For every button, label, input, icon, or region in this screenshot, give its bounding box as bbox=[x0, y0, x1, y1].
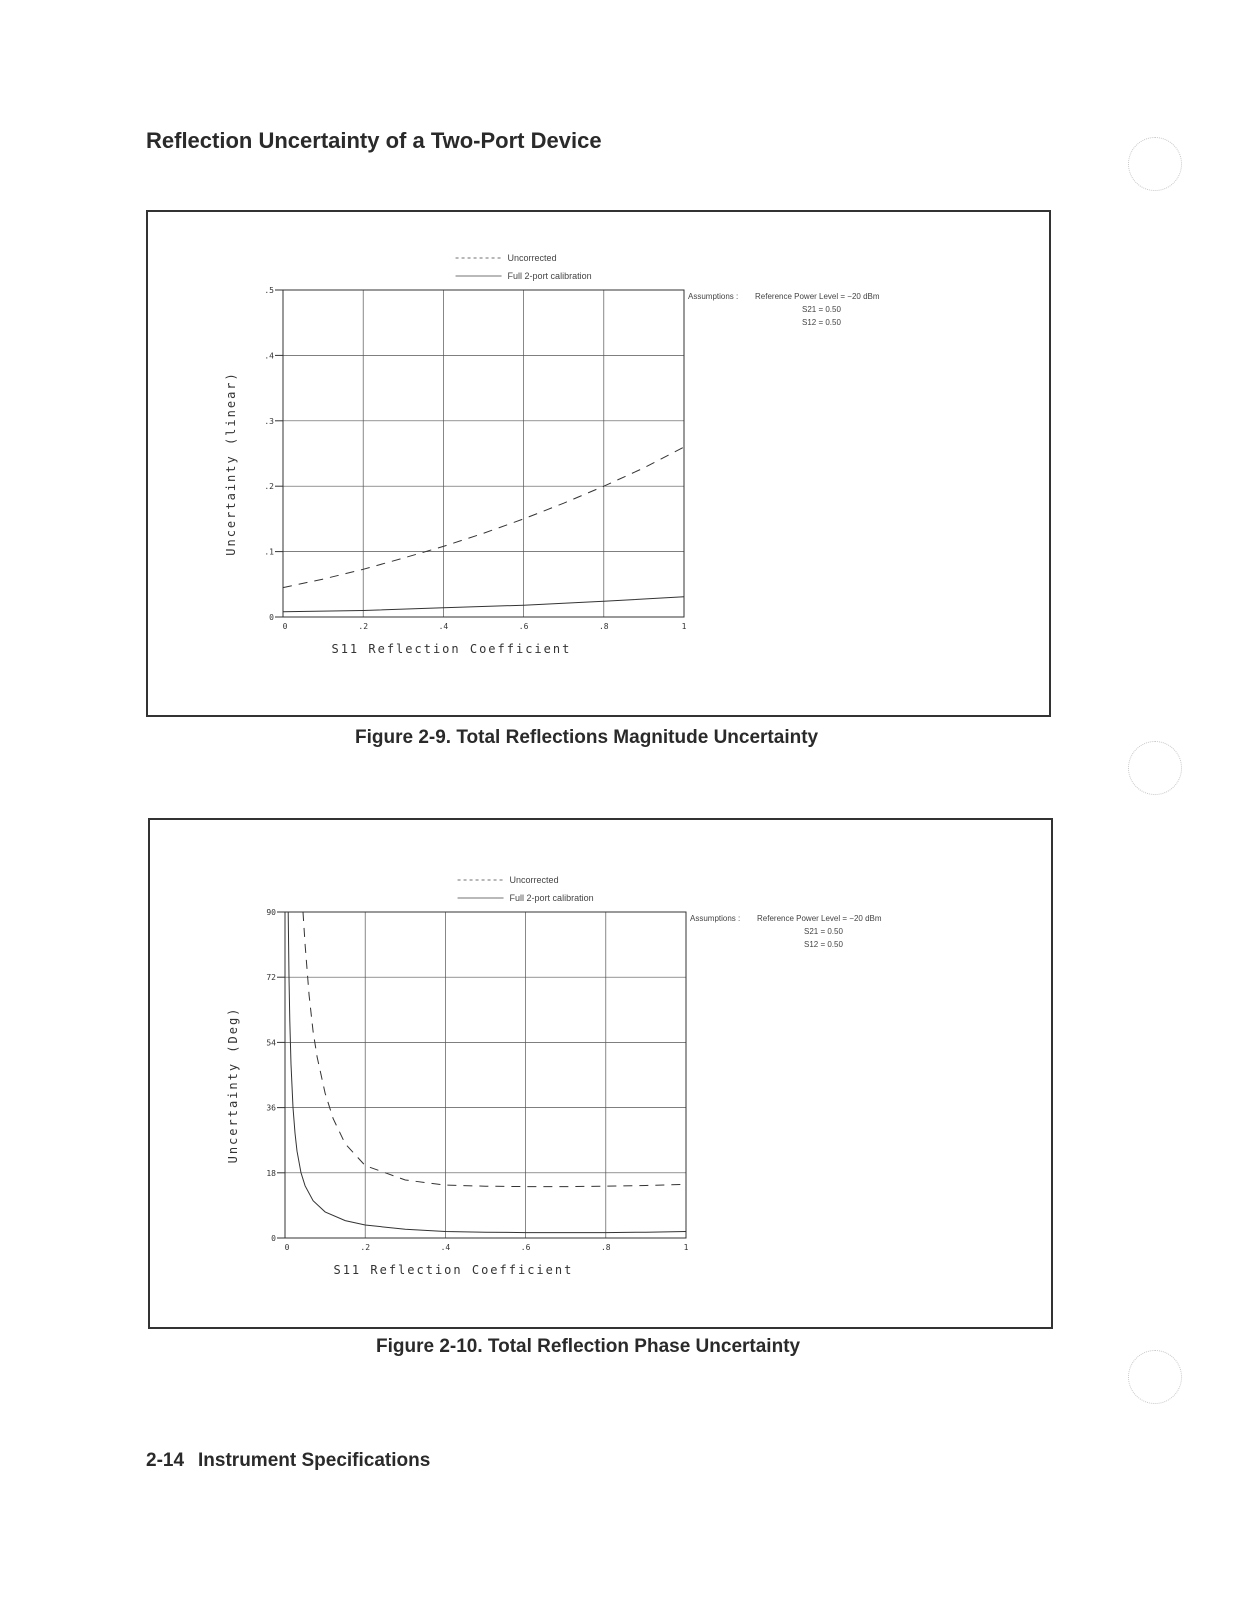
x-tick-label: 0 bbox=[282, 622, 288, 631]
phase-chart-svg bbox=[150, 820, 1051, 1327]
y-tick-label: .3 bbox=[264, 416, 274, 426]
x-tick-label: .8 bbox=[600, 1243, 611, 1252]
series-calibrated-line bbox=[283, 597, 684, 612]
x-axis-label: S11 Reflection Coefficient bbox=[333, 1263, 574, 1277]
page-number: 2-14 bbox=[146, 1450, 185, 1471]
x-tick-label: .2 bbox=[358, 622, 369, 631]
assumptions-label: Assumptions : bbox=[688, 292, 739, 301]
y-axis-label: Uncertainty (Deg) bbox=[226, 1006, 240, 1164]
assumptions-line: Reference Power Level = −20 dBm bbox=[757, 914, 882, 923]
legend-uncorrected-label: Uncorrected bbox=[509, 875, 559, 885]
assumptions-line: S21 = 0.50 bbox=[804, 927, 843, 936]
y-tick-label: 90 bbox=[266, 908, 276, 917]
x-tick-label: 1 bbox=[683, 1243, 689, 1252]
x-tick-label: .8 bbox=[598, 622, 609, 631]
series-uncorrected-line bbox=[283, 447, 684, 588]
binder-hole-icon bbox=[1128, 1350, 1182, 1404]
assumptions-line: S21 = 0.50 bbox=[802, 305, 841, 314]
assumptions-label: Assumptions : bbox=[690, 914, 741, 923]
y-tick-label: .2 bbox=[264, 482, 274, 492]
plot-frame bbox=[285, 912, 686, 1238]
x-tick-label: .2 bbox=[360, 1243, 371, 1252]
binder-hole-icon bbox=[1128, 741, 1182, 795]
legend-uncorrected-label: Uncorrected bbox=[507, 253, 557, 263]
y-tick-label: .5 bbox=[264, 286, 274, 295]
legend-calibrated-label: Full 2-port calibration bbox=[509, 893, 594, 903]
y-tick-label: .1 bbox=[264, 547, 274, 557]
footer-section-name: Instrument Specifications bbox=[198, 1450, 431, 1471]
section-title: Reflection Uncertainty of a Two-Port Device bbox=[146, 128, 602, 153]
y-tick-label: 0 bbox=[271, 1234, 276, 1243]
assumptions-line: Reference Power Level = −20 dBm bbox=[755, 292, 880, 301]
assumptions-line: S12 = 0.50 bbox=[804, 940, 843, 949]
figure-phase-chart bbox=[148, 818, 1053, 1329]
y-tick-label: 72 bbox=[266, 973, 276, 983]
x-tick-label: .4 bbox=[438, 622, 449, 631]
x-tick-label: 1 bbox=[681, 622, 687, 631]
x-axis-label: S11 Reflection Coefficient bbox=[331, 642, 572, 656]
plot-frame bbox=[283, 290, 684, 617]
page-footer bbox=[146, 1450, 430, 1472]
figure-caption-phase: Figure 2-10. Total Reflection Phase Uncertainty bbox=[376, 1336, 801, 1357]
x-tick-label: .6 bbox=[520, 1243, 531, 1252]
series-calibrated-line bbox=[288, 912, 686, 1233]
legend-calibrated-label: Full 2-port calibration bbox=[507, 271, 592, 281]
y-tick-label: 54 bbox=[266, 1038, 276, 1048]
binder-hole-icon bbox=[1128, 137, 1182, 191]
magnitude-chart-svg bbox=[148, 212, 1049, 715]
y-tick-label: 36 bbox=[266, 1103, 276, 1113]
y-tick-label: 18 bbox=[266, 1168, 276, 1178]
x-tick-label: 0 bbox=[284, 1243, 290, 1252]
y-axis-label: Uncertainty (linear) bbox=[224, 371, 238, 556]
figure-caption-magnitude: Figure 2-9. Total Reflections Magnitude Uncertainty bbox=[355, 727, 819, 748]
x-tick-label: .4 bbox=[440, 1243, 451, 1252]
figure-magnitude-chart bbox=[146, 210, 1051, 717]
y-tick-label: .4 bbox=[264, 351, 274, 361]
assumptions-line: S12 = 0.50 bbox=[802, 318, 841, 327]
y-tick-label: 0 bbox=[269, 613, 274, 622]
x-tick-label: .6 bbox=[518, 622, 529, 631]
series-uncorrected-line bbox=[303, 912, 686, 1187]
